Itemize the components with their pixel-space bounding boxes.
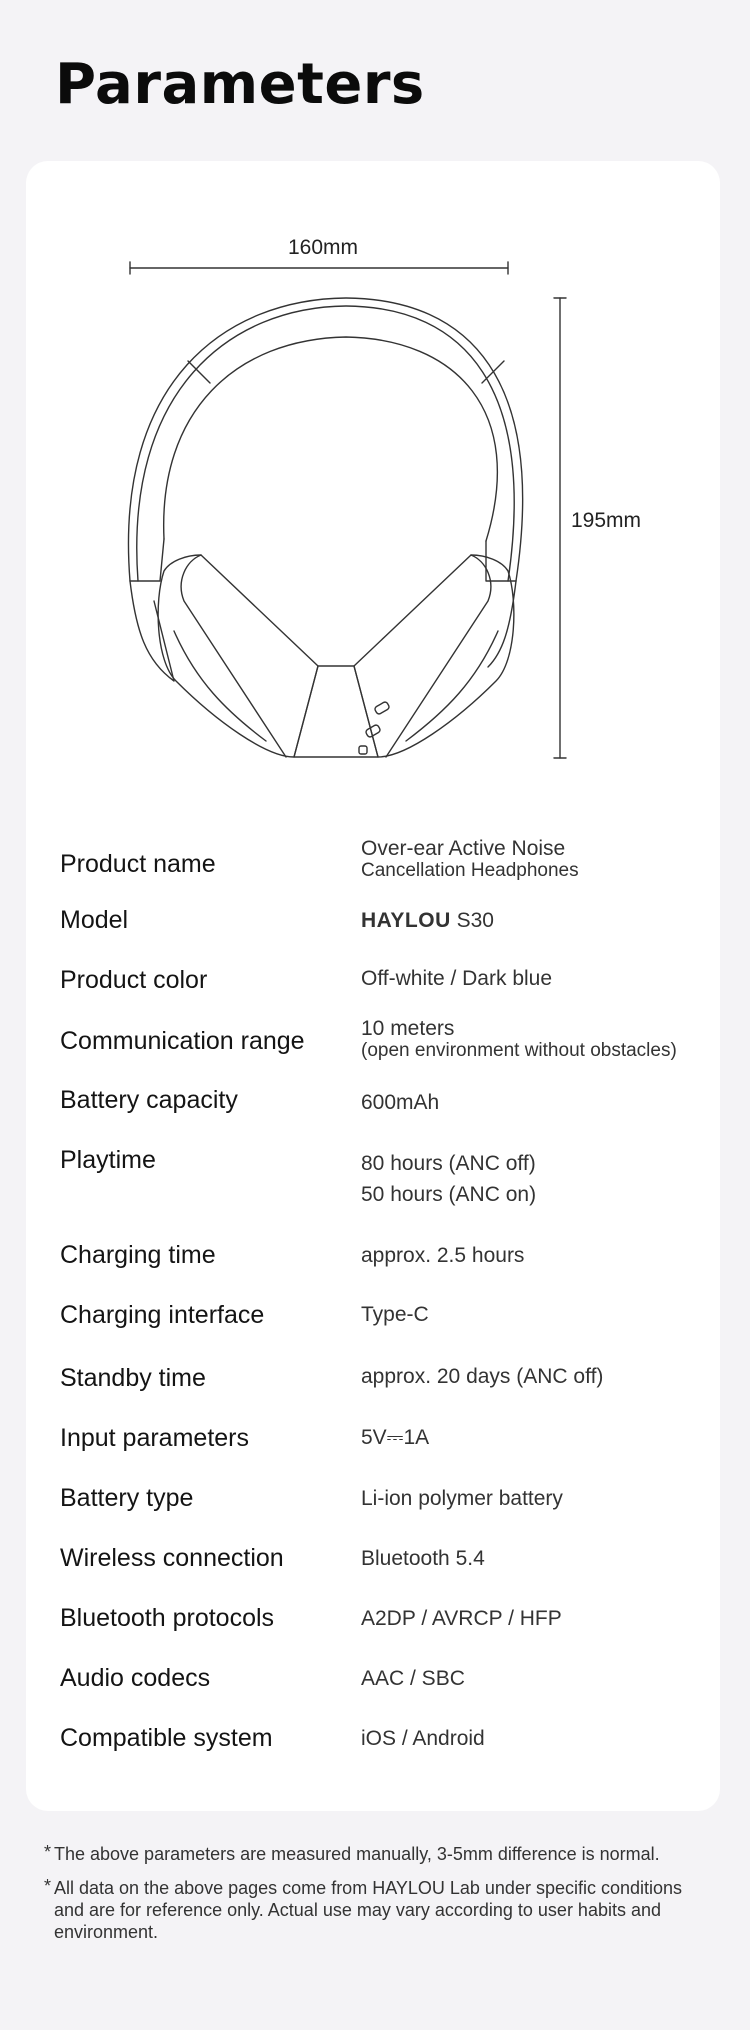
spec-label: Playtime bbox=[60, 1146, 156, 1174]
width-dimension-label: 160mm bbox=[288, 236, 359, 259]
spec-value: 10 meters (open environment without obstacles) bbox=[361, 1017, 677, 1061]
spec-value: 5V⎓1A bbox=[361, 1426, 430, 1449]
footnote-disclaimer: * All data on the above pages come from HAYLOU Lab under specific conditions and are for reference only. Actual use may vary according to user habits and environment. bbox=[44, 1876, 683, 1942]
spec-value: Bluetooth 5.4 bbox=[361, 1547, 485, 1570]
spec-value: A2DP / AVRCP / HFP bbox=[361, 1607, 562, 1630]
spec-label: Product color bbox=[60, 966, 208, 994]
spec-label: Standby time bbox=[60, 1364, 206, 1392]
spec-label: Communication range bbox=[60, 1027, 305, 1055]
spec-label: Input parameters bbox=[60, 1424, 249, 1452]
spec-label: Charging time bbox=[60, 1241, 216, 1269]
spec-value: approx. 20 days (ANC off) bbox=[361, 1365, 604, 1388]
spec-label: Model bbox=[60, 906, 129, 934]
spec-value: Over-ear Active Noise Cancellation Headphones bbox=[361, 837, 579, 881]
spec-value: Li-ion polymer battery bbox=[361, 1487, 563, 1510]
spec-value: iOS / Android bbox=[361, 1727, 485, 1750]
spec-label: Wireless connection bbox=[60, 1544, 284, 1572]
spec-value: 80 hours (ANC off) 50 hours (ANC on) bbox=[361, 1152, 537, 1206]
spec-value: HAYLOU S30 bbox=[361, 909, 494, 932]
height-dimension-label: 195mm bbox=[571, 509, 642, 532]
spec-value: Type-C bbox=[361, 1303, 429, 1326]
spec-value: 600mAh bbox=[361, 1091, 440, 1114]
spec-label: Battery capacity bbox=[60, 1086, 238, 1114]
page-title: Parameters bbox=[55, 52, 425, 117]
footnotes bbox=[44, 1843, 684, 1955]
footnote-measurement: * The above parameters are measured manually, 3-5mm difference is normal. bbox=[44, 1842, 660, 1864]
spec-label: Audio codecs bbox=[60, 1664, 211, 1692]
spec-value: approx. 2.5 hours bbox=[361, 1244, 525, 1267]
spec-value: AAC / SBC bbox=[361, 1667, 465, 1690]
parameters-card bbox=[26, 161, 720, 1811]
spec-label: Compatible system bbox=[60, 1724, 273, 1752]
spec-label: Charging interface bbox=[60, 1301, 265, 1329]
spec-value: Off-white / Dark blue bbox=[361, 967, 553, 990]
headphones-diagram bbox=[26, 161, 720, 781]
brand-name: HAYLOU bbox=[361, 909, 451, 932]
headphones-outline-icon bbox=[26, 161, 720, 781]
spec-label: Bluetooth protocols bbox=[60, 1604, 275, 1632]
spec-label: Product name bbox=[60, 850, 216, 878]
spec-label: Battery type bbox=[60, 1484, 194, 1512]
